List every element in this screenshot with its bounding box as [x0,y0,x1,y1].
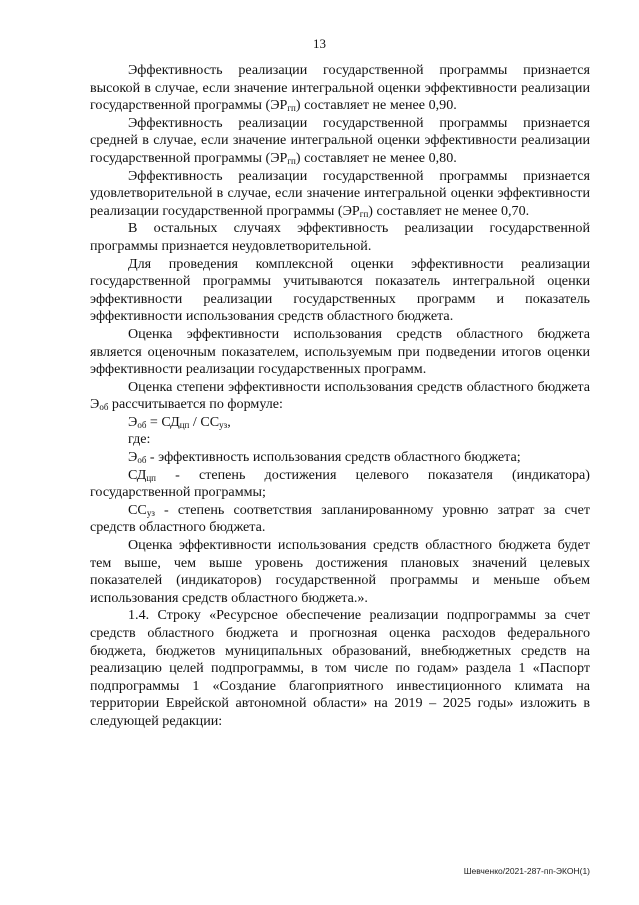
paragraph-high-efficiency: Эффективность реализации государственной программы признается высокой в случае, если значение интегральной оценки эффективности реализации государственной программы $(ЭР_{гп})$ составляет не менее 0,90. [90,62,590,114]
where-label: где: [128,431,151,448]
paragraph-medium-efficiency: Эффективность реализации государственной программы признается средней в случае, если значение интегральной оценки эффективности реализации государственной программы $(ЭР_{гп})$ составляет не менее 0,80. [90,114,590,166]
definition-ss-uz: $СС_{уз}$ - степень соответствия запланированному уровню затрат за счет средств областного бюджета. [90,501,590,536]
page-number: 13 [313,36,326,51]
paragraph-amendment-1-4: 1.4. Строку «Ресурсное обеспечение реализации подпрограммы за счет средств областного бюджета и прогнозная оценка расходов федерального бюджета, бюджетов муниципальных образований, внебюджетных средств на реализацию целей подпрограммы, в том числе по годам» раздела 1 «Паспорт подпрограммы 1 «Создание благоприятного инвестиционного климата на территории Еврейской автономной области» на 2019 – 2025 годы» изложить в следующей редакции: [90,607,590,729]
paragraph-satisfactory-efficiency: Эффективность реализации государственной программы признается удовлетворительной в случае, если значение интегральной оценки эффективности реализации государственной программы $(ЭР_{гп})$ составляет не менее 0,70. [90,167,590,219]
formula: $Э_{об} = СД_{цп} / СС_{уз}$, [128,413,231,430]
paragraph-budget-efficiency: Оценка эффективности использования средств областного бюджета является оценочным показателем, используемым при подведении итогов оценки эффективности реализации государственных программ. [90,325,590,378]
document-body [90,62,590,731]
paragraph-efficiency-conclusion: Оценка эффективности использования средств областного бюджета будет тем выше, чем выше уровень достижения плановых значений целевых показателей (индикаторов) государственной программы и меньше объем использования средств областного бюджета.». [90,537,590,606]
definition-sd-cp: $СД_{цп}$ - степень достижения целевого показателя (индикатора) государственной программы; [90,466,590,501]
definition-e-ob: $Э_{об}$ - эффективность использования средств областного бюджета; [128,449,521,466]
paragraph-complex-assessment: Для проведения комплексной оценки эффективности реализации государственной программы учитываются показатель интегральной оценки эффективности реализации государственных программ и показатель эффективности использования средств областного бюджета. [90,255,590,325]
document-footer-code: Шевченко/2021-287-пп-ЭКОН(1) [463,866,590,876]
paragraph-unsatisfactory: В остальных случаях эффективность реализации государственной программы признается неудовлетворительной. [90,220,590,254]
paragraph-formula-intro: Оценка степени эффективности использования средств областного бюджета $Э_{об}$ рассчитывается по формуле: [90,378,590,413]
